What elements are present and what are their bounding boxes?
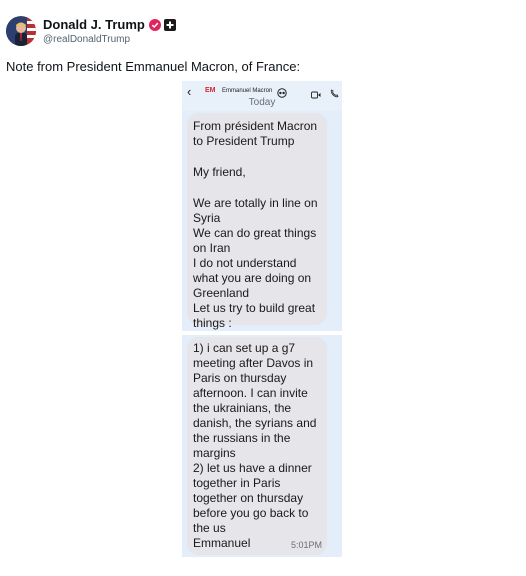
message-line: the russians in the [193,431,291,445]
author-handle[interactable]: @realDonaldTrump [43,34,131,45]
message-line: together in Paris [193,476,281,490]
message-line: on Iran [193,241,231,255]
avatar[interactable] [6,16,36,46]
date-label: Today [248,97,276,108]
message-line: From président Macron [193,119,318,133]
verified-badge-icon [149,19,161,31]
message-line: the us [193,521,226,535]
message-line: Paris on thursday [193,371,287,385]
message-line: My friend, [193,165,246,179]
message-timestamp: 5:01PM [291,540,323,550]
message-line: We can do great things [193,226,317,240]
message-line: to President Trump [193,134,295,148]
message-line: what you are doing on [193,271,312,285]
message-bubble-part-2 [187,337,327,555]
back-chevron-icon: ‹ [187,84,192,99]
message-line: danish, the syrians and [193,416,317,430]
message-line: margins [193,446,236,460]
contact-info-icon [277,85,287,95]
message-line: afternoon. I can invite [193,386,308,400]
phone-call-icon [330,85,339,94]
screenshot-panel-bottom[interactable] [182,335,342,557]
message-line: before you go back to [193,506,309,520]
government-badge-icon [164,19,176,31]
message-bubble-part-1 [187,113,327,330]
message-line: meeting after Davos in [193,356,314,370]
message-line: things : [193,316,232,330]
message-line: We are totally in line on [193,196,318,210]
message-line: together on thursday [193,491,304,505]
message-line: 1) i can set up a g7 [193,341,296,355]
contact-name: Emmanuel Macron [222,88,273,94]
message-signature: Emmanuel [193,536,251,550]
message-line: Let us try to build great [193,301,316,315]
author-name[interactable] [43,17,176,32]
author-name-text[interactable]: Donald J. Trump [43,17,145,32]
message-line: Greenland [193,286,250,300]
message-line: the ukrainians, the [193,401,292,415]
screenshot-panel-top[interactable] [182,81,342,331]
message-line: Syria [193,211,221,225]
post-text: Note from President Emmanuel Macron, of France: [6,59,301,74]
video-call-icon [311,86,321,94]
message-line: 2) let us have a dinner [193,461,312,475]
message-line: I do not understand [193,256,297,270]
messages-header [182,81,342,111]
contact-initials: EM [205,87,216,94]
